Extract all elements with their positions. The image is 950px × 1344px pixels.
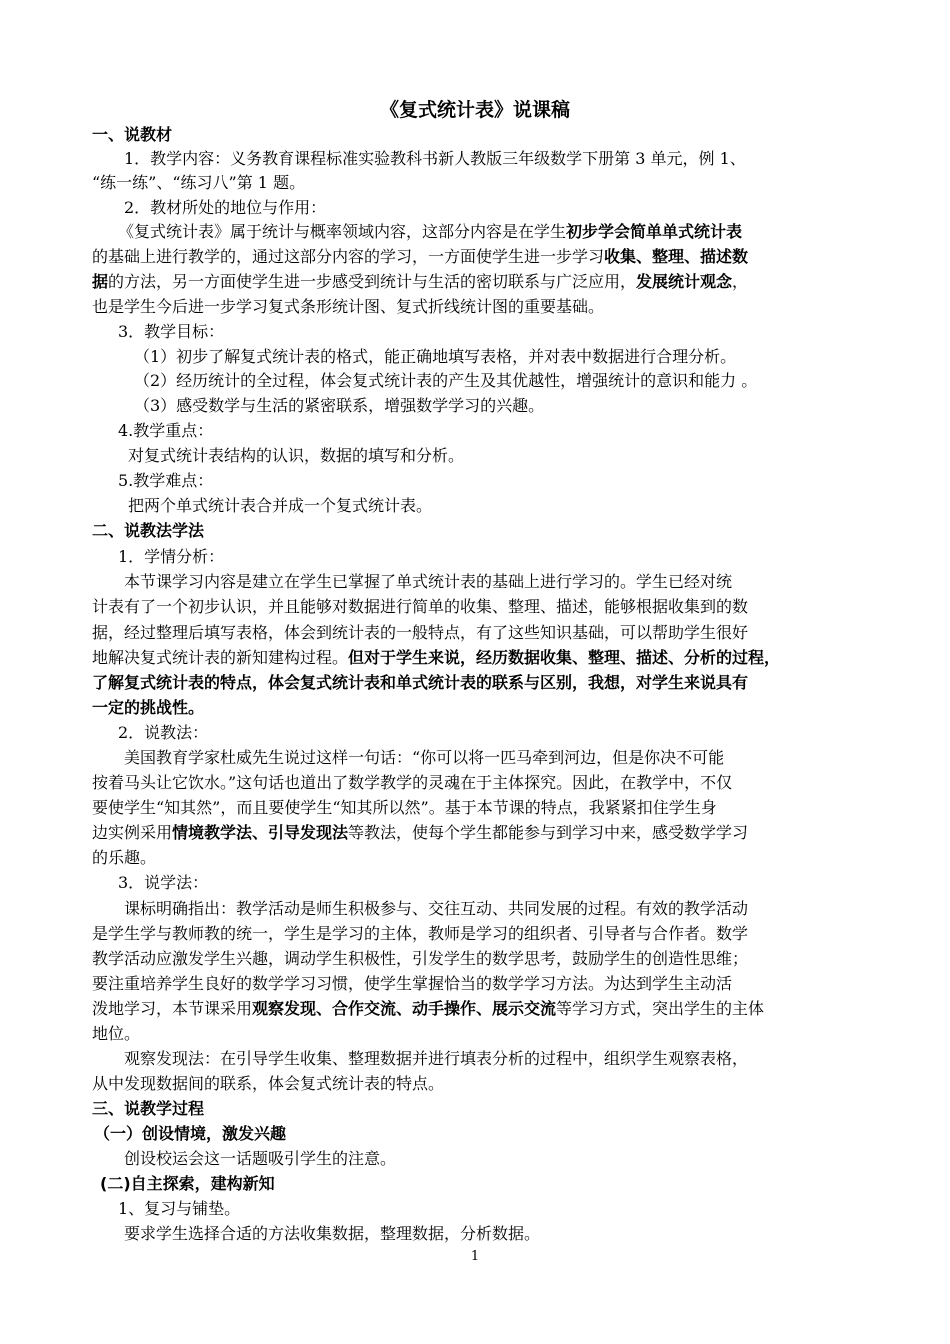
goal-item: （2）经历统计的全过程，体会复式统计表的产生及其优越性，增强统计的意识和能力 。 [134, 371, 758, 390]
paragraph-line: 本节课学习内容是建立在学生已掌握了单式统计表的基础上进行学习的。学生已经对统 [124, 572, 733, 591]
emphasis-text: 但对于学生来说，经历数据收集、整理、描述、分析的过程， [348, 648, 781, 667]
paragraph-line: 泼地学习，本节课采用观察发现、合作交流、动手操作、展示交流等学习方式，突出学生的主体 [92, 999, 765, 1018]
subsection-heading: 3．说学法： [118, 873, 209, 892]
subsection-heading: 2．说教法： [118, 723, 209, 742]
paragraph-line: 美国教育学家杜威先生说过这样一句话：“你可以将一匹马牵到河边，但是你决不可能 [124, 748, 725, 767]
paragraph-line: 是学生学与教师教的统一，学生是学习的主体，教师是学习的组织者、引导者与合作者。数学 [92, 924, 749, 943]
subsection-heading: 3．教学目标： [118, 322, 225, 341]
paragraph-line: 据，经过整理后填写表格，体会到统计表的一般特点，有了这些知识基础，可以帮助学生很好 [92, 623, 749, 642]
emphasis-text: 发展统计观念 [636, 272, 733, 291]
paragraph-line: 《复式统计表》属于统计与概率领域内容，这部分内容是在学生初步学会简单单式统计表 [118, 222, 743, 241]
emphasis-text: 据 [92, 272, 109, 291]
subsection-heading: 4.教学重点： [118, 421, 214, 440]
paragraph-line: 1．教学内容：义务教育课程标准实验教科书新人教版三年级数学下册第 3 单元，例 1、 [124, 149, 746, 168]
paragraph-line: 地解决复式统计表的新知建构过程。但对于学生来说，经历数据收集、整理、描述、分析的过程， [92, 648, 781, 667]
paragraph-line: 把两个单式统计表合并成一个复式统计表。 [128, 496, 433, 515]
paragraph-line: 边实例采用情境教学法、引导发现法等教法，使每个学生都能参与到学习中来，感受数学学习 [92, 823, 749, 842]
subsection-heading: 5.教学难点： [118, 471, 214, 490]
emphasis-line: 了解复式统计表的特点，体会复式统计表和单式统计表的联系与区别，我想，对学生来说具有 [92, 673, 749, 692]
paragraph-line: 据的方法，另一方面使学生进一步感受到统计与生活的密切联系与广泛应用，发展统计观念， [92, 272, 749, 291]
document-title: 《复式统计表》说课稿 [379, 99, 570, 121]
emphasis-text: 情境教学法、引导发现法 [172, 823, 349, 842]
goal-item: （1）初步了解复式统计表的格式，能正确地填写表格，并对表中数据进行合理分析。 [134, 347, 737, 366]
subsection-heading: 2．教材所处的地位与作用： [124, 198, 327, 217]
paragraph-line: 的基础上进行教学的，通过这部分内容的学习，一方面使学生进一步学习收集、整理、描述数 [92, 247, 749, 266]
section-heading: 二、说教法学法 [92, 521, 205, 540]
paragraph-line: 观察发现法：在引导学生收集、整理数据并进行填表分析的过程中，组织学生观察表格， [124, 1049, 749, 1068]
paragraph-line: 要使学生“知其然”，而且要使学生“知其所以然”。基于本节课的特点，我紧紧扣住学生身 [92, 798, 717, 817]
paragraph-line: 从中发现数据间的联系，体会复式统计表的特点。 [92, 1074, 445, 1093]
paragraph-line: 要求学生选择合适的方法收集数据，整理数据，分析数据。 [124, 1224, 541, 1243]
paragraph-line: 创设校运会这一话题吸引学生的注意。 [124, 1149, 397, 1168]
emphasis-text: 初步学会简单单式统计表 [566, 222, 743, 241]
paragraph-line: 教学活动应激发学生兴趣，调动学生积极性，引发学生的数学思考，鼓励学生的创造性思维； [92, 949, 749, 968]
section-heading: 一、说教材 [92, 125, 173, 144]
paragraph-line: 地位。 [92, 1024, 141, 1043]
paragraph-line: 按着马头让它饮水。”这句话也道出了数学教学的灵魂在于主体探究。因此，在教学中，不仅 [92, 773, 733, 792]
page-number: 1 [470, 1249, 480, 1264]
list-item: 1、复习与铺垫。 [118, 1199, 241, 1218]
emphasis-text: 收集、整理、描述数 [604, 247, 749, 266]
emphasis-line: 一定的挑战性。 [92, 698, 205, 717]
paragraph-line: 要注重培养学生良好的数学学习习惯，使学生掌握恰当的数学学习方法。为达到学生主动活 [92, 974, 733, 993]
subsection-heading: 1．学情分析： [118, 547, 225, 566]
section-heading: 三、说教学过程 [92, 1099, 205, 1118]
paragraph-line: “练一练”、“练习八”第 1 题。 [92, 173, 306, 192]
goal-item: （3）感受数学与生活的紧密联系，增强数学学习的兴趣。 [134, 396, 545, 415]
subsection-heading: (二)自主探索，建构新知 [100, 1174, 275, 1193]
subsection-heading: （一）创设情境，激发兴趣 [94, 1124, 287, 1143]
paragraph-line: 课标明确指出：教学活动是师生积极参与、交往互动、共同发展的过程。有效的教学活动 [124, 899, 749, 918]
paragraph-line: 计表有了一个初步认识，并且能够对数据进行简单的收集、整理、描述，能够根据收集到的数 [92, 597, 749, 616]
paragraph-line: 也是学生今后进一步学习复式条形统计图、复式折线统计图的重要基础。 [92, 297, 605, 316]
paragraph-line: 的乐趣。 [92, 848, 157, 867]
emphasis-text: 观察发现、合作交流、动手操作、展示交流 [252, 999, 557, 1018]
paragraph-line: 对复式统计表结构的认识，数据的填写和分析。 [128, 446, 465, 465]
